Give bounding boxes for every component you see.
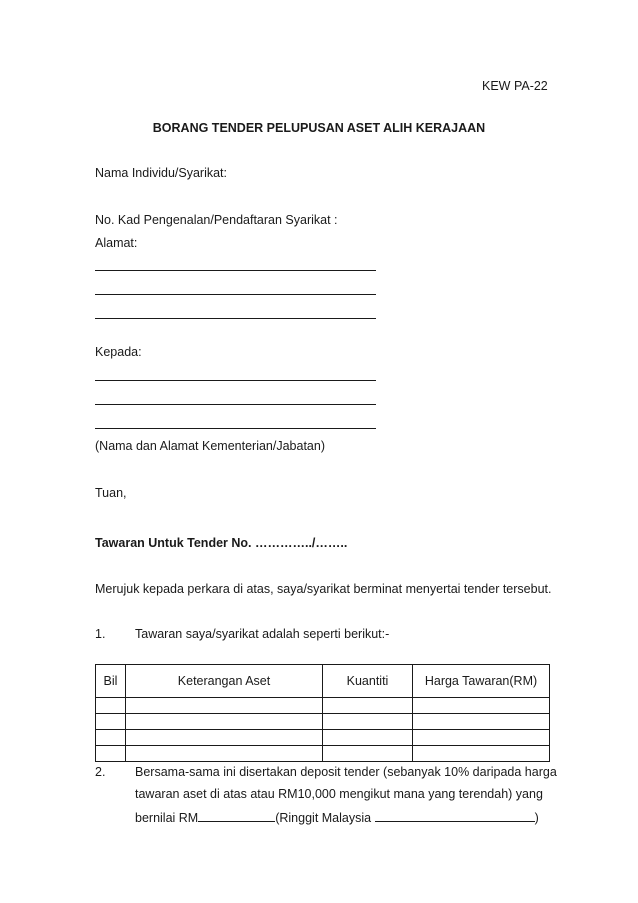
cell-kuantiti[interactable] <box>323 698 413 714</box>
to-line-3[interactable] <box>95 428 376 429</box>
item-1-text: Tawaran saya/syarikat adalah seperti berikut:- <box>135 627 390 641</box>
to-line-1[interactable] <box>95 380 376 381</box>
header-kuantiti: Kuantiti <box>323 665 413 698</box>
id-label: No. Kad Pengenalan/Pendaftaran Syarikat : <box>95 213 338 227</box>
name-label: Nama Individu/Syarikat: <box>95 166 228 180</box>
table-row <box>96 730 550 746</box>
cell-kuantiti[interactable] <box>323 746 413 762</box>
item-2-line-3 <box>135 809 539 825</box>
item-1-number: 1. <box>95 627 106 641</box>
table-header-row <box>96 665 550 698</box>
to-label: Kepada: <box>95 345 142 359</box>
cell-kuantiti[interactable] <box>323 730 413 746</box>
cell-bil[interactable] <box>96 730 126 746</box>
offer-table <box>95 664 550 762</box>
table-row <box>96 714 550 730</box>
cell-harga[interactable] <box>413 730 550 746</box>
cell-bil[interactable] <box>96 714 126 730</box>
cell-kuantiti[interactable] <box>323 714 413 730</box>
intro-paragraph: Merujuk kepada perkara di atas, saya/syarikat berminat menyertai tender tersebut. <box>95 582 552 596</box>
address-label: Alamat: <box>95 236 138 250</box>
cell-harga[interactable] <box>413 698 550 714</box>
to-note: (Nama dan Alamat Kementerian/Jabatan) <box>95 439 325 453</box>
cell-keterangan[interactable] <box>126 730 323 746</box>
cell-keterangan[interactable] <box>126 746 323 762</box>
cell-harga[interactable] <box>413 714 550 730</box>
cell-harga[interactable] <box>413 746 550 762</box>
address-line-2[interactable] <box>95 294 376 295</box>
header-harga-tawaran: Harga Tawaran(RM) <box>413 665 550 698</box>
header-bil: Bil <box>96 665 126 698</box>
item-2-line-2: tawaran aset di atas atau RM10,000 mengikut mana yang terendah) yang <box>135 787 543 801</box>
ringgit-label: (Ringgit Malaysia <box>275 811 375 825</box>
item-2-number: 2. <box>95 765 106 779</box>
cell-keterangan[interactable] <box>126 698 323 714</box>
amount-label: bernilai RM <box>135 811 199 825</box>
header-keterangan-aset: Keterangan Aset <box>126 665 323 698</box>
cell-bil[interactable] <box>96 698 126 714</box>
form-code: KEW PA-22 <box>482 79 548 93</box>
cell-keterangan[interactable] <box>126 714 323 730</box>
table-row <box>96 746 550 762</box>
to-line-2[interactable] <box>95 404 376 405</box>
amount-words-field[interactable] <box>375 809 535 822</box>
page-title: BORANG TENDER PELUPUSAN ASET ALIH KERAJAAN <box>152 121 486 135</box>
closing-paren: ) <box>534 811 539 825</box>
address-line-3[interactable] <box>95 318 376 319</box>
amount-rm-field[interactable] <box>198 809 275 822</box>
subject-line: Tawaran Untuk Tender No. …………../…….. <box>95 536 348 550</box>
salutation: Tuan, <box>95 486 127 500</box>
item-2-line-1: Bersama-sama ini disertakan deposit tender (sebanyak 10% daripada harga <box>135 765 557 779</box>
address-line-1[interactable] <box>95 270 376 271</box>
cell-bil[interactable] <box>96 746 126 762</box>
table-row <box>96 698 550 714</box>
